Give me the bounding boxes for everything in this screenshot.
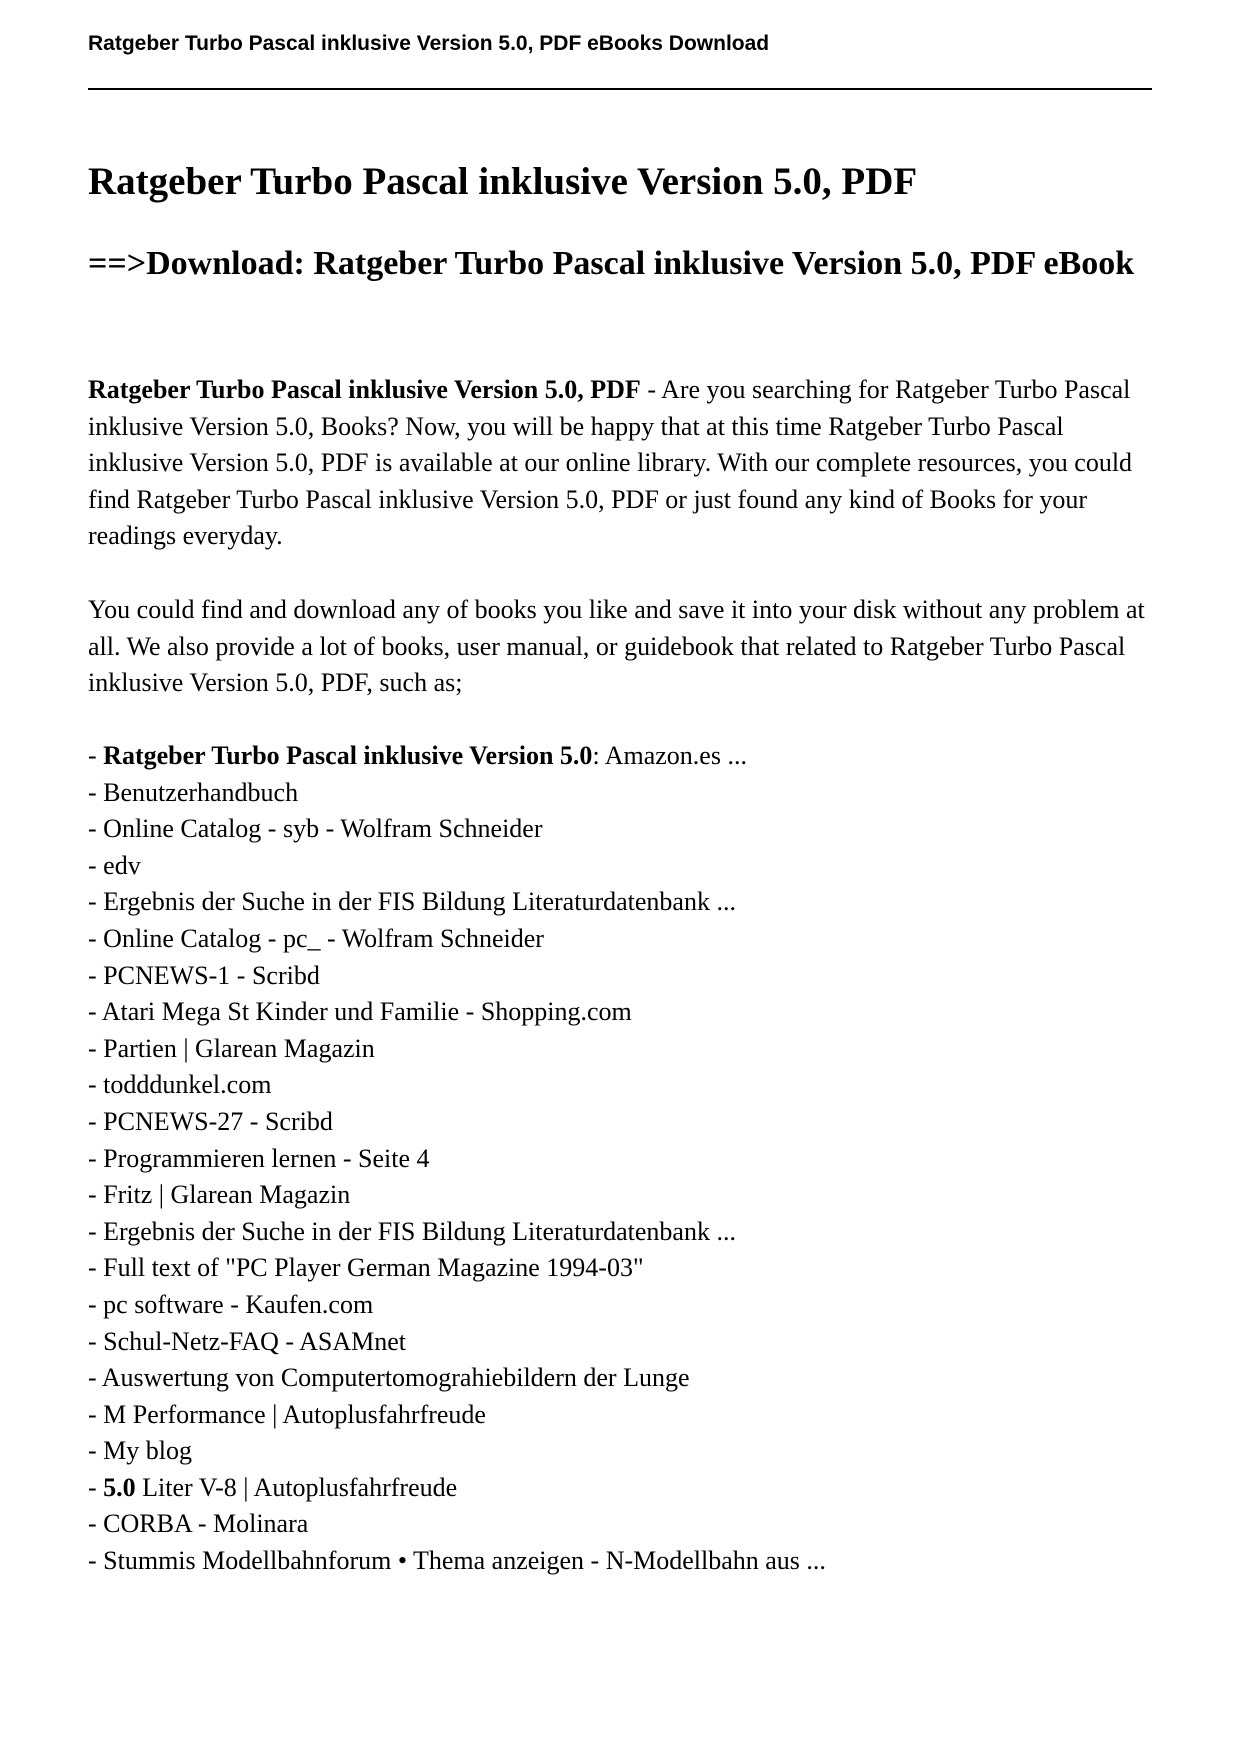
list-item (88, 994, 1156, 1031)
list-bullet: - (88, 1509, 104, 1539)
list-bullet: - (88, 1070, 104, 1100)
header-divider (88, 88, 1152, 90)
list-item-text: PCNEWS-1 - Scribd (103, 960, 320, 990)
list-item (88, 884, 1156, 921)
list-bullet: - (88, 1472, 104, 1502)
list-bullet: - (88, 1106, 104, 1136)
list-item-text: Liter V-8 | Autoplusfahrfreude (135, 1472, 458, 1502)
list-item-text: todddunkel.com (103, 1070, 272, 1100)
list-item-text: Partien | Glarean Magazin (103, 1033, 375, 1063)
list-item-text: My blog (103, 1436, 193, 1466)
related-links-list (88, 738, 1156, 1580)
list-item-text: Schul-Netz-FAQ - ASAMnet (103, 1326, 406, 1356)
list-item-text: Auswertung von Computertomograhiebildern der Lunge (101, 1363, 690, 1393)
list-item-text: Fritz | Glarean Magazin (103, 1180, 351, 1210)
list-item-bold: Ratgeber Turbo Pascal inklusive Version 5.0 (103, 741, 593, 770)
list-item (88, 1543, 1156, 1580)
list-item (88, 1433, 1156, 1470)
list-bullet: - (88, 1436, 104, 1466)
list-bullet: - (88, 1546, 104, 1576)
list-bullet: - (88, 960, 104, 990)
list-item-text: Atari Mega St Kinder und Familie - Shopping.com (101, 997, 632, 1027)
list-bullet: - (88, 997, 102, 1027)
list-item-text: Stummis Modellbahnforum • Thema anzeigen - N-Modellbahn aus ... (103, 1546, 826, 1576)
list-item-text: M Performance | Autoplusfahrfreude (103, 1399, 486, 1429)
list-bullet: - (88, 814, 104, 844)
list-item (88, 1506, 1156, 1543)
intro-text: - Are you searching for Ratgeber Turbo Pascal inklusive Version 5.0, Books? Now, you will be happy that at this time Ratgeber Turbo Pascal inklusive Version 5.0, PDF is available at our online library. With our complete resources, you could find Ratgeber Turbo Pascal inklusive Version 5.0, PDF or just found any kind of Books for your readings everyday. (88, 375, 1133, 551)
list-bullet: - (88, 850, 104, 880)
list-item (88, 1141, 1156, 1178)
list-item (88, 1214, 1156, 1251)
second-paragraph: You could find and download any of books you like and save it into your disk without any problem at all. We also provide a lot of books, user manual, or guidebook that related to Ratgeber Turbo Pascal inklusive Version 5.0, PDF, such as; (88, 595, 1145, 698)
list-item (88, 1324, 1156, 1361)
list-item-text: CORBA - Molinara (103, 1509, 309, 1539)
list-item (88, 1360, 1156, 1397)
intro-lead: Ratgeber Turbo Pascal inklusive Version 5.0, PDF (88, 375, 641, 404)
list-item (88, 921, 1156, 958)
list-item-text: : Amazon.es ... (592, 741, 747, 770)
list-item-text: Online Catalog - pc_ - Wolfram Schneider (103, 923, 544, 953)
list-bullet: - (88, 1143, 104, 1173)
list-item (88, 1397, 1156, 1434)
list-item (88, 811, 1156, 848)
list-item-text: PCNEWS-27 - Scribd (103, 1106, 333, 1136)
list-bullet: - (88, 777, 104, 807)
page-title: Ratgeber Turbo Pascal inklusive Version 5.0, PDF (88, 160, 918, 203)
list-bullet: - (88, 741, 104, 770)
list-bullet: - (88, 887, 104, 917)
list-item (88, 775, 1156, 812)
list-item-text: Online Catalog - syb - Wolfram Schneider (103, 814, 543, 844)
list-item-text: edv (103, 850, 141, 880)
list-bullet: - (88, 1326, 104, 1356)
running-header: Ratgeber Turbo Pascal inklusive Version 5.0, PDF eBooks Download (88, 32, 770, 55)
list-bullet: - (88, 1180, 104, 1210)
list-item (88, 1067, 1156, 1104)
list-item-text: Programmieren lernen - Seite 4 (103, 1143, 430, 1173)
list-bullet: - (88, 1399, 104, 1429)
list-item (88, 1470, 1156, 1507)
list-item (88, 1031, 1156, 1068)
intro-paragraph (88, 372, 1156, 555)
list-item (88, 1287, 1156, 1324)
list-item (88, 1250, 1156, 1287)
list-item-text: Benutzerhandbuch (103, 777, 299, 807)
list-item-text: Ergebnis der Suche in der FIS Bildung Literaturdatenbank ... (103, 1216, 736, 1246)
list-item (88, 848, 1156, 885)
list-bullet: - (88, 1289, 104, 1319)
list-item (88, 1177, 1156, 1214)
list-item (88, 738, 1156, 775)
list-bullet: - (88, 1033, 104, 1063)
list-item (88, 958, 1156, 995)
list-bullet: - (88, 1253, 104, 1283)
list-bullet: - (88, 923, 104, 953)
download-heading: ==>Download: Ratgeber Turbo Pascal inklusive Version 5.0, PDF eBook (88, 245, 1135, 282)
list-item-text: Ergebnis der Suche in der FIS Bildung Literaturdatenbank ... (103, 887, 736, 917)
list-item (88, 1104, 1156, 1141)
list-bullet: - (88, 1216, 104, 1246)
list-item-text: pc software - Kaufen.com (103, 1289, 374, 1319)
list-item-text: Full text of "PC Player German Magazine 1994-03" (103, 1253, 644, 1283)
list-item-bold: 5.0 (103, 1472, 136, 1502)
list-bullet: - (88, 1363, 102, 1393)
